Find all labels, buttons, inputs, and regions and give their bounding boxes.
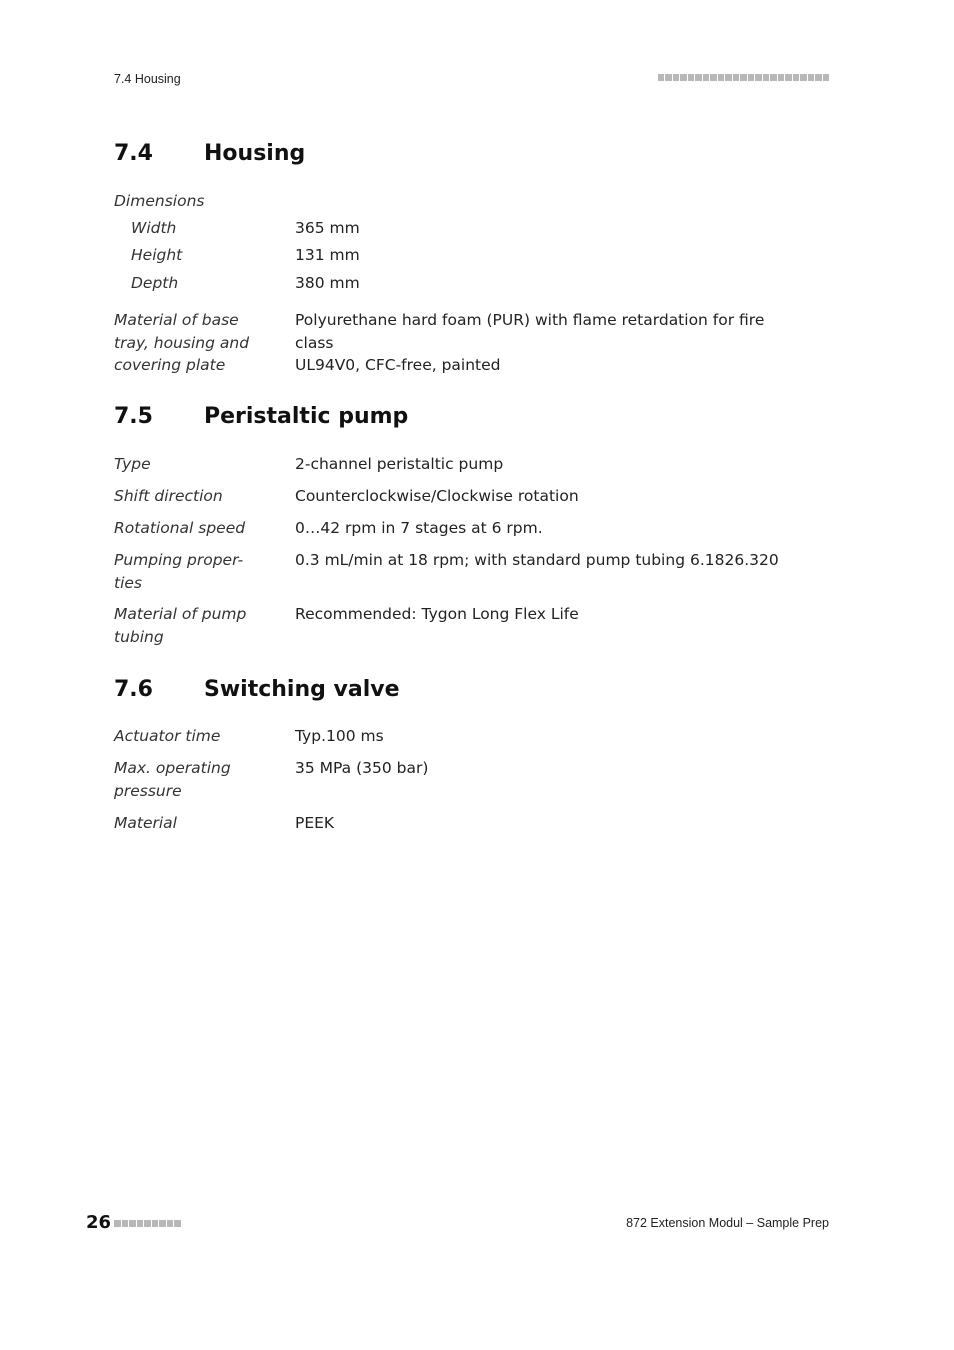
footer-document-title: 872 Extension Modul – Sample Prep: [626, 1216, 829, 1230]
spec-label-line: Pumping proper-: [114, 551, 244, 569]
spec-label-line: ties: [114, 573, 142, 592]
spec-label: [114, 757, 279, 802]
spec-value: 2-channel peristaltic pump: [295, 455, 504, 473]
section-heading-housing: [114, 141, 305, 166]
spec-label: [114, 309, 279, 377]
spec-label-line: Material of pump: [114, 605, 247, 623]
running-header-title: 7.4 Housing: [114, 72, 181, 86]
section-number: 7.4: [114, 141, 153, 166]
spec-value: 365 mm: [295, 219, 360, 237]
spec-value: [295, 309, 795, 377]
spec-label-line: Max. operating: [114, 759, 231, 777]
section-number: 7.6: [114, 677, 153, 702]
spec-value: Typ.100 ms: [295, 727, 384, 745]
spec-value-line: UL94V0, CFC-free, painted: [295, 356, 501, 374]
header-decoration-squares: [658, 74, 830, 81]
section-title: Peristaltic pump: [204, 404, 409, 429]
spec-label: Dimensions: [114, 192, 205, 210]
footer-decoration-squares: [114, 1220, 181, 1227]
spec-label-line: covering plate: [114, 356, 226, 374]
spec-label: Actuator time: [114, 727, 221, 745]
spec-label: [114, 603, 279, 648]
section-title: Switching valve: [204, 677, 400, 702]
spec-label: Depth: [131, 274, 179, 292]
spec-label: Material: [114, 814, 177, 832]
spec-label: Type: [114, 455, 151, 473]
spec-value: 131 mm: [295, 246, 360, 264]
spec-value: 380 mm: [295, 274, 360, 292]
spec-value: 0…42 rpm in 7 stages at 6 rpm.: [295, 519, 543, 537]
spec-label: Shift direction: [114, 487, 223, 505]
section-heading-peristaltic-pump: [114, 404, 408, 429]
spec-value: Counterclockwise/Clockwise rotation: [295, 487, 579, 505]
spec-value: 0.3 mL/min at 18 rpm; with standard pump tubing 6.1826.320: [295, 551, 779, 569]
spec-label-line: tray, housing and: [114, 333, 250, 352]
spec-label: Height: [131, 246, 183, 264]
section-title: Housing: [204, 141, 306, 166]
spec-label: Width: [131, 219, 177, 237]
spec-label: Rotational speed: [114, 519, 246, 537]
spec-label-line: tubing: [114, 627, 164, 646]
spec-label-line: Material of base: [114, 311, 239, 329]
spec-value: 35 MPa (350 bar): [295, 759, 429, 777]
spec-value: Recommended: Tygon Long Flex Life: [295, 605, 579, 623]
page-number: 26: [86, 1212, 112, 1233]
spec-value: PEEK: [295, 814, 335, 832]
spec-value-line: Polyurethane hard foam (PUR) with flame retardation for fire class: [295, 311, 765, 352]
spec-label: [114, 549, 279, 594]
spec-label-line: pressure: [114, 781, 182, 800]
section-number: 7.5: [114, 404, 153, 429]
section-heading-switching-valve: [114, 677, 400, 702]
